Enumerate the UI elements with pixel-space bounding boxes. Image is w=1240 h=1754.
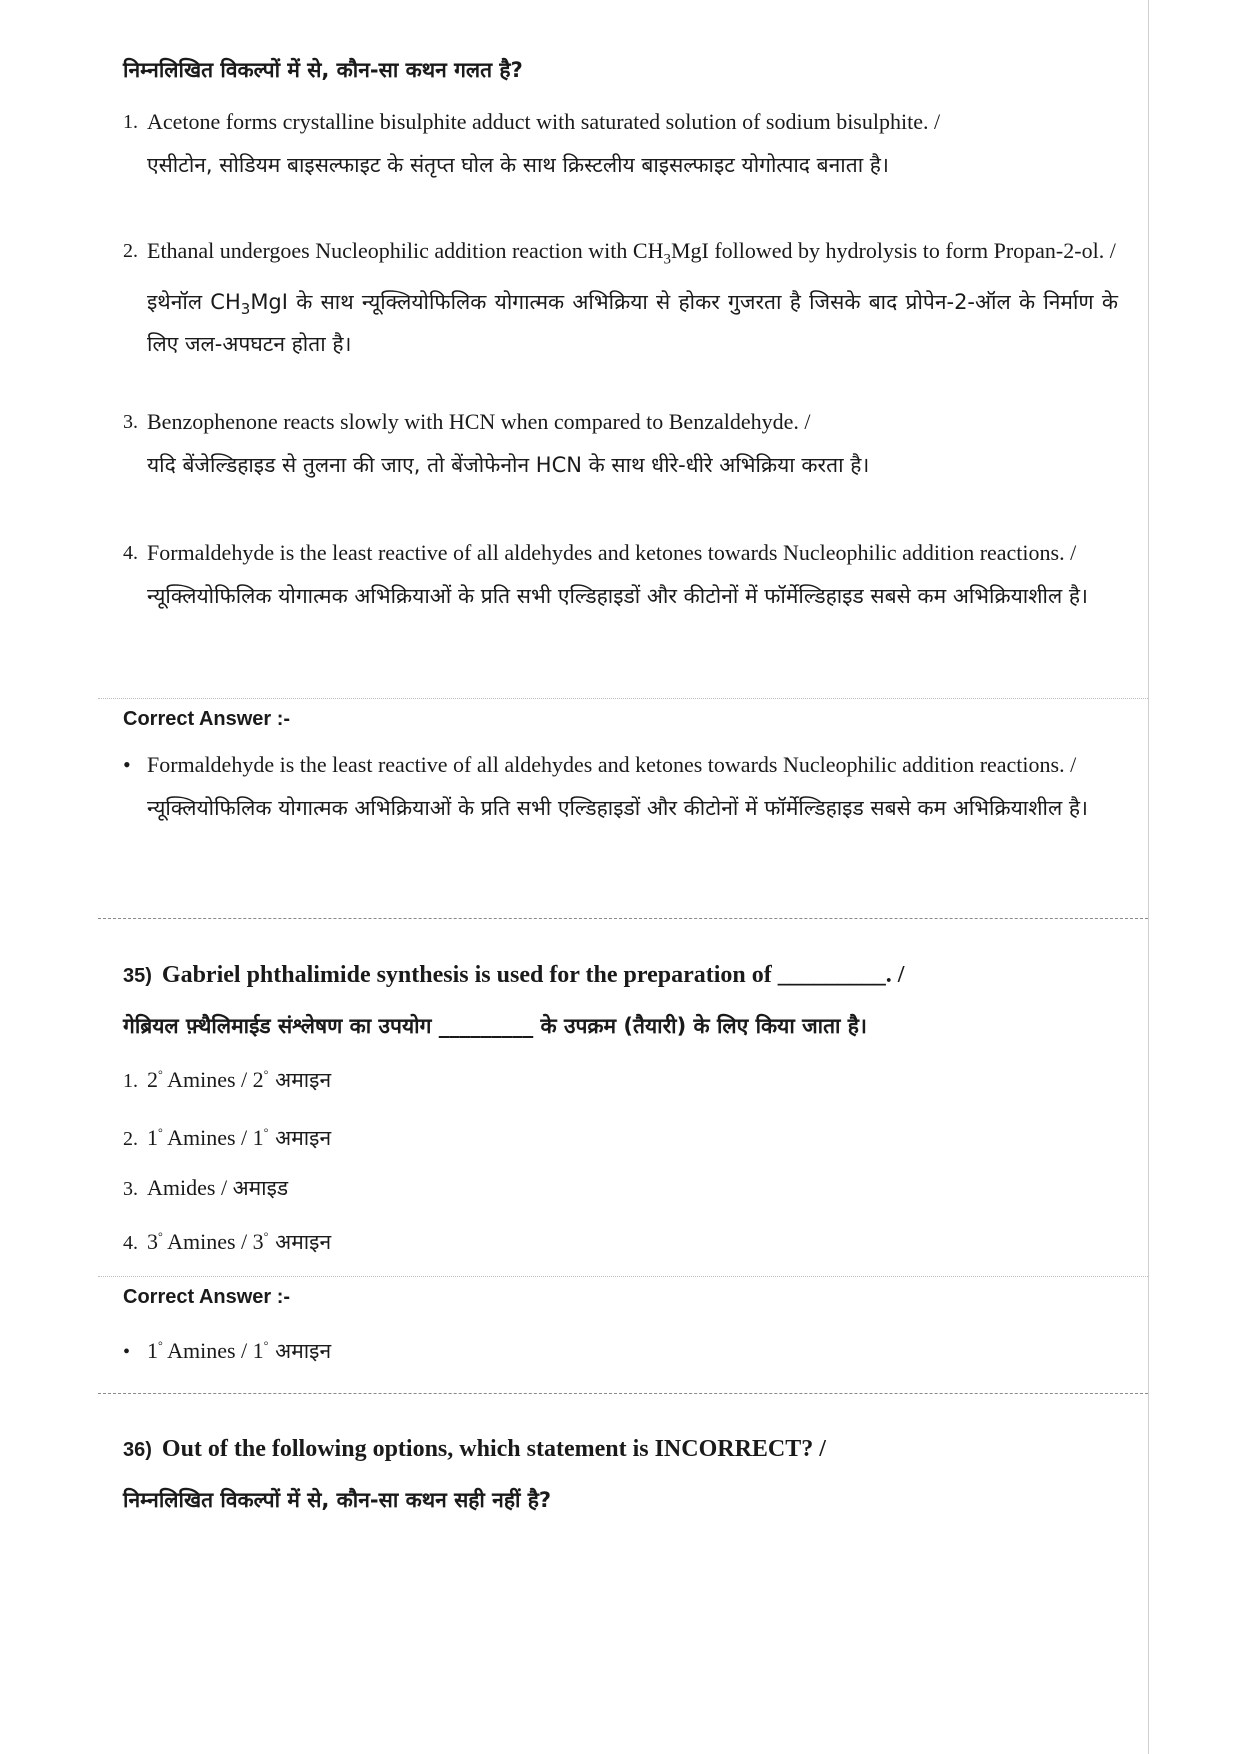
question-separator xyxy=(98,918,1148,919)
question-sheet xyxy=(98,0,1149,1754)
q34-correct-answer xyxy=(123,747,1118,825)
option-text-en: Acetone forms crystalline bisulphite adduct with saturated solution of sodium bisulphite. / xyxy=(147,109,941,134)
option-text-en: Formaldehyde is the least reactive of all aldehydes and ketones towards Nucleophilic addition reactions. / xyxy=(147,540,1077,565)
q35-option-1: 1. 2° Amines / 2° अमाइन xyxy=(123,1067,332,1092)
q35-option-4: 4. 3° Amines / 3° अमाइन xyxy=(123,1229,332,1254)
option-text-en: Benzophenone reacts slowly with HCN when compared to Benzaldehyde. / xyxy=(147,409,811,434)
question-number: 36) xyxy=(123,1439,152,1461)
option-text-hi: एसीटोन, सोडियम बाइसल्फाइट के संतृप्त घोल के साथ क्रिस्टलीय बाइसल्फाइट योगोत्पाद बनाता है। xyxy=(147,153,889,177)
option-number: 3. xyxy=(123,411,138,433)
q35-correct-answer: • 1° Amines / 1° अमाइन xyxy=(123,1338,332,1363)
question-36-hindi: निम्नलिखित विकल्पों में से, कौन-सा कथन सही नहीं है? xyxy=(123,1488,552,1512)
question-separator xyxy=(98,1393,1148,1394)
question-35-hindi: गेब्रियल फ़्थैलिमाईड संश्लेषण का उपयोग _________ के उपक्रम (तैयारी) के लिए किया जाता है। xyxy=(123,1014,867,1038)
correct-answer-label: Correct Answer :- xyxy=(123,1286,291,1308)
option-text-hi: इथेनॉल $CH_3MgI$ के साथ न्यूक्लियोफिलिक योगात्मक अभिक्रिया से होकर गुजरता है जिसके बाद प्रोपेन-2-ऑल के निर्माण के लिए जल-अपघटन होता है। xyxy=(147,290,1118,356)
q34-option-1 xyxy=(123,104,1118,182)
q34-option-2 xyxy=(123,233,1118,361)
correct-answer-label: Correct Answer :- xyxy=(123,708,291,730)
option-number: 1. xyxy=(123,111,138,133)
option-number: 2. xyxy=(123,240,138,262)
option-text-hi: यदि बेंजेल्डिहाइड से तुलना की जाए, तो बेंजोफेनोन HCN के साथ धीरे-धीरे अभिक्रिया करता है। xyxy=(147,453,870,477)
divider xyxy=(98,698,1148,699)
q35-option-2: 2. 1° Amines / 1° अमाइन xyxy=(123,1125,332,1150)
q35-option-3: 3. Amides / अमाइड xyxy=(123,1175,289,1200)
option-text-hi: न्यूक्लियोफिलिक योगात्मक अभिक्रियाओं के प्रति सभी एल्डिहाइडों और कीटोनों में फॉर्मेल्डिहाइड सबसे कम अभिक्रियाशील है। xyxy=(147,584,1088,608)
divider xyxy=(98,1276,1148,1277)
option-text-en: Ethanal undergoes Nucleophilic addition reaction with $CH_3MgI$ followed by hydrolysis to form Propan-2-ol. / xyxy=(147,238,1116,268)
answer-text-en: Formaldehyde is the least reactive of all aldehydes and ketones towards Nucleophilic addition reactions. / xyxy=(147,752,1077,777)
question-36-english: 36) Out of the following options, which statement is INCORRECT? / xyxy=(123,1436,826,1462)
q34-option-3 xyxy=(123,404,1118,482)
option-number: 4. xyxy=(123,542,138,564)
question-34-hindi: निम्नलिखित विकल्पों में से, कौन-सा कथन गलत है? xyxy=(123,58,523,82)
question-number: 35) xyxy=(123,965,152,987)
bullet: • xyxy=(123,752,131,777)
q34-option-4 xyxy=(123,535,1118,613)
answer-text-hi: न्यूक्लियोफिलिक योगात्मक अभिक्रियाओं के प्रति सभी एल्डिहाइडों और कीटोनों में फॉर्मेल्डिहाइड सबसे कम अभिक्रियाशील है। xyxy=(147,796,1088,820)
question-35-english: 35) Gabriel phthalimide synthesis is used for the preparation of _________. / xyxy=(123,962,905,988)
